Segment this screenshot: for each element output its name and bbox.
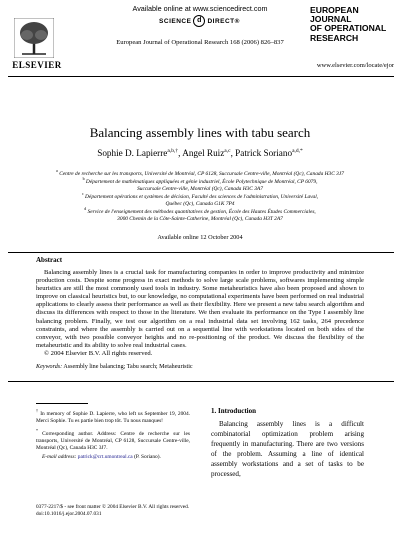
footnote <box>36 407 190 425</box>
abstract-bottom-divider <box>8 381 394 382</box>
sciencedirect-logo <box>142 15 257 27</box>
journal-url-link[interactable]: www.elsevier.com/locate/ejor <box>316 62 394 69</box>
sd-logo-left: SCIENCE <box>159 17 192 25</box>
journal-citation: European Journal of Operational Research 168 (2006) 826–837 <box>116 39 284 46</box>
available-online-date: Available online 12 October 2004 <box>157 234 243 241</box>
paper-title: Balancing assembly lines with tabu search <box>89 125 311 140</box>
intro-paragraph: Balancing assembly lines is a difficult combinatorial optimization problem arising frequently in manufacturing. There are two versions of the problem. Assuming a line of identical assembly workstations and a set of tasks to be processed, <box>211 420 364 478</box>
author-affiliation-mark: a,d,* <box>292 148 303 154</box>
author-list: Sophie D. Lapierre$^{a,b,\dagger}$, Angel Ruiz$^{a,c}$, Patrick Soriano$^{a,d,*}$ <box>97 148 303 159</box>
abstract-copyright: © 2004 Elsevier B.V. All rights reserved. <box>44 349 153 357</box>
keywords-label: Keywords: <box>36 364 63 370</box>
publisher-name: ELSEVIER <box>12 60 62 70</box>
affiliation-text: Centre de recherche sur les transports, Université de Montréal, CP 6128, Succursale Centre-ville, Montréal (Qc), Canada H3C 3J7 <box>59 170 344 177</box>
sd-logo-right: DIRECT® <box>207 17 240 25</box>
footnote-divider <box>36 403 88 404</box>
journal-logo-line: OF OPERATIONAL <box>310 23 387 34</box>
affiliation <box>30 191 370 207</box>
keywords-text: Assembly line balancing; Tabu search; Metaheuristic <box>63 364 193 370</box>
doi-link[interactable]: doi:10.1016/j.ejor.2004.07.031 <box>36 510 102 517</box>
author-name: Patrick Soriano <box>235 148 293 159</box>
author-affiliation-mark: a,b,† <box>167 148 179 154</box>
affiliation-text: Québec (Qc), Canada G1K 7P4 <box>165 200 235 207</box>
author-name: Angel Ruiz <box>182 148 225 159</box>
journal-logo <box>310 6 394 43</box>
affiliation-mark: a <box>56 168 58 173</box>
affiliation-text: Succursale Centre-ville, Montréal (Qc), Canada H3C 3A7 <box>137 185 263 192</box>
author-name: Sophie D. Lapierre <box>97 148 168 159</box>
journal-logo-line: RESEARCH <box>310 32 359 43</box>
footnote-mark: † <box>36 408 39 413</box>
abstract-heading: Abstract <box>36 256 63 264</box>
footnote-text: Corresponding author. Address: Centre de recherche sur les transports, Université de Montréal, CP 6128, Succursale Centre-ville, Montréal (Qc), Canada H3C 3J7. <box>36 430 190 451</box>
affiliation-text: Service de l'enseignement des méthodes quantitatives de gestion, École des Hautes Études Commerciales, <box>87 208 316 215</box>
elsevier-tree-logo <box>14 18 54 58</box>
email-link[interactable]: patrick@crt.umontreal.ca <box>77 453 133 460</box>
journal-logo-line: JOURNAL <box>310 14 352 25</box>
available-online-link[interactable]: Available online at www.sciencedirect.com <box>132 4 268 13</box>
footnote <box>36 427 190 452</box>
email-suffix: (P. Soriano). <box>134 453 161 460</box>
email-label: E-mail address: <box>42 453 77 460</box>
abstract-body <box>36 269 364 358</box>
affiliation-text: 3000 Chemin de la Côte-Sainte-Catherine, Montréal (Qc), Canada H3T 2A7 <box>117 215 283 222</box>
abstract-top-divider <box>8 252 394 253</box>
issn-line: 0377-2217/$ - see front matter © 2004 Elsevier B.V. All rights reserved. <box>36 504 190 510</box>
author-affiliation-mark: a,c <box>224 148 231 154</box>
affiliation-mark: d <box>84 206 87 211</box>
journal-logo-line: EUROPEAN <box>310 5 359 15</box>
footnote-mark: * <box>36 427 38 433</box>
footnote-text: In memory of Sophie D. Lapierre, who left us September 19, 2004. Merci Sophie. Tu es partie bien trop tôt. Tu nous manques! <box>36 410 191 424</box>
abstract-text: Balancing assembly lines is a crucial task for manufacturing companies in order to improve productivity and minimize production costs. Despite some progress in exact methods to solve large scale problems, softwares implementing simple heuristics are still the most commonly used tools in industry. Some metaheuristics have also been proposed and shown to improve on classical heuristics but, to our knowledge, no computational experiments have been performed on real industrial applications to clearly assess their performance as well as their flexibility. Here we present a new tabu search algorithm and discuss its differences with respect to those in the literature. We then evaluate its performance on the Type I assembly line balancing problem. Finally, we test our algorithm on a real industrial data set involving 162 tasks, 264 precedence constraints, and where the assembly is carried out on a sequential line with workstations located on both sides of the conveyor, with two possible conveyor heights and no re-positioning of the product. We discuss the flexibility of the metaheuristic and its ability to solve real industrial cases. <box>36 269 364 349</box>
affiliation <box>30 176 370 192</box>
sd-logo-mark-icon: d <box>193 15 205 27</box>
affiliation-mark: b <box>82 176 85 181</box>
footnote-email <box>36 454 190 461</box>
header-divider <box>8 76 394 77</box>
affiliation-text: Département de mathématiques appliquées et génie industriel, École Polytechnique de Montréal, CP 6079, <box>85 178 318 185</box>
keywords <box>36 364 364 370</box>
section-heading: 1. Introduction <box>211 407 256 415</box>
affiliation-text: Département opérations et systèmes de décision, Faculté des sciences de l'administration, Université Laval, <box>85 193 319 200</box>
affiliation <box>30 206 370 222</box>
footnotes <box>36 407 190 463</box>
affiliation-mark: c <box>81 191 84 196</box>
front-matter <box>36 504 286 518</box>
